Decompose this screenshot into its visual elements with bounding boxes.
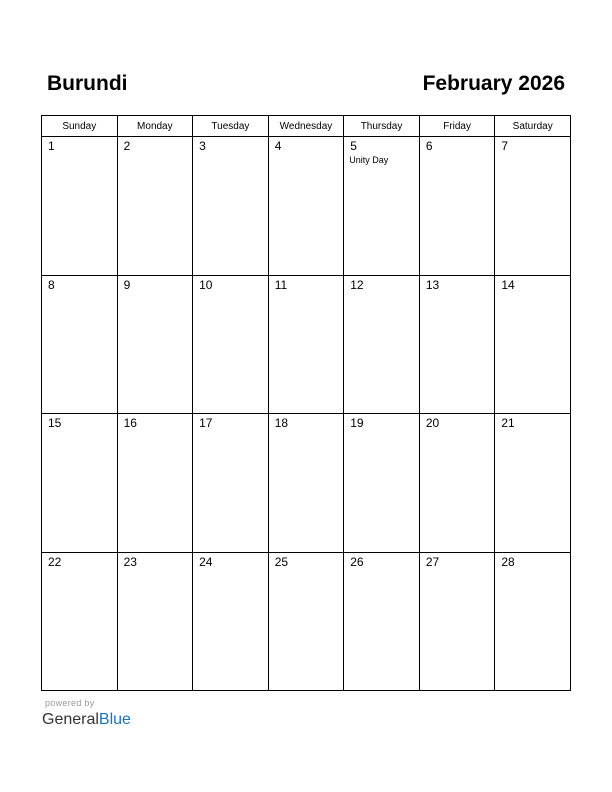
day-number: 22 xyxy=(48,554,62,569)
month-year-title: February 2026 xyxy=(422,72,565,95)
day-cell xyxy=(42,552,118,691)
day-number: 15 xyxy=(48,416,62,430)
day-cell xyxy=(344,137,420,276)
week-row xyxy=(42,275,571,414)
day-cell xyxy=(344,552,420,691)
logo-text-general: General xyxy=(42,711,99,728)
weekday-header: Tuesday xyxy=(193,116,269,137)
day-cell xyxy=(495,414,571,553)
day-cell xyxy=(495,275,571,414)
calendar-grid xyxy=(41,115,571,691)
day-number: 9 xyxy=(123,277,131,292)
country-title: Burundi xyxy=(47,72,128,95)
day-number: 1 xyxy=(48,139,55,153)
day-number: 24 xyxy=(199,554,213,569)
day-number: 11 xyxy=(274,277,288,292)
day-cell xyxy=(419,552,495,691)
day-number: 27 xyxy=(425,554,440,569)
generalblue-logo xyxy=(42,710,131,730)
day-number: 10 xyxy=(199,277,213,292)
day-number: 28 xyxy=(501,554,515,569)
day-cell xyxy=(117,552,193,691)
weekday-header: Wednesday xyxy=(268,116,344,137)
day-cell xyxy=(495,137,571,276)
day-number: 12 xyxy=(350,277,364,292)
day-number: 14 xyxy=(501,277,515,292)
powered-by-text: powered by xyxy=(45,698,95,708)
day-number: 19 xyxy=(350,416,364,430)
day-cell xyxy=(419,275,495,414)
day-number: 8 xyxy=(48,277,55,292)
day-number: 26 xyxy=(350,554,364,569)
day-cell xyxy=(193,137,269,276)
day-cell xyxy=(268,552,344,691)
day-number: 21 xyxy=(501,416,515,430)
weekday-header: Friday xyxy=(419,116,495,137)
day-cell xyxy=(117,414,193,553)
weekday-header: Monday xyxy=(117,116,193,137)
day-cell xyxy=(268,275,344,414)
day-number: 13 xyxy=(425,277,440,292)
weekday-header: Sunday xyxy=(42,116,118,137)
day-cell xyxy=(117,137,193,276)
day-number: 20 xyxy=(425,416,440,430)
weekday-header: Thursday xyxy=(344,116,420,137)
day-cell xyxy=(42,137,118,276)
week-row xyxy=(42,552,571,691)
day-number: 16 xyxy=(123,416,137,430)
week-row xyxy=(42,414,571,553)
day-cell xyxy=(42,275,118,414)
day-number: 3 xyxy=(199,139,206,153)
weekday-header-row xyxy=(42,116,571,137)
day-number: 23 xyxy=(123,554,137,569)
day-cell xyxy=(344,414,420,553)
day-number: 7 xyxy=(501,139,509,153)
day-number: 18 xyxy=(274,416,289,430)
day-number: 17 xyxy=(199,416,213,430)
logo-text-blue: Blue xyxy=(98,711,131,728)
week-row xyxy=(42,137,571,276)
day-number: 6 xyxy=(425,139,433,153)
holiday-label: Unity Day xyxy=(349,155,389,165)
day-number: 5 xyxy=(350,139,357,153)
day-cell xyxy=(193,275,269,414)
day-number: 4 xyxy=(274,139,282,153)
day-cell xyxy=(42,414,118,553)
day-cell xyxy=(193,552,269,691)
weekday-header: Saturday xyxy=(495,116,571,137)
day-cell xyxy=(117,275,193,414)
day-number: 2 xyxy=(123,139,131,153)
day-cell xyxy=(419,137,495,276)
day-cell xyxy=(495,552,571,691)
footer-branding xyxy=(42,698,131,730)
day-cell xyxy=(193,414,269,553)
day-cell xyxy=(344,275,420,414)
day-cell xyxy=(268,137,344,276)
day-number: 25 xyxy=(274,554,289,569)
day-cell xyxy=(419,414,495,553)
day-cell xyxy=(268,414,344,553)
